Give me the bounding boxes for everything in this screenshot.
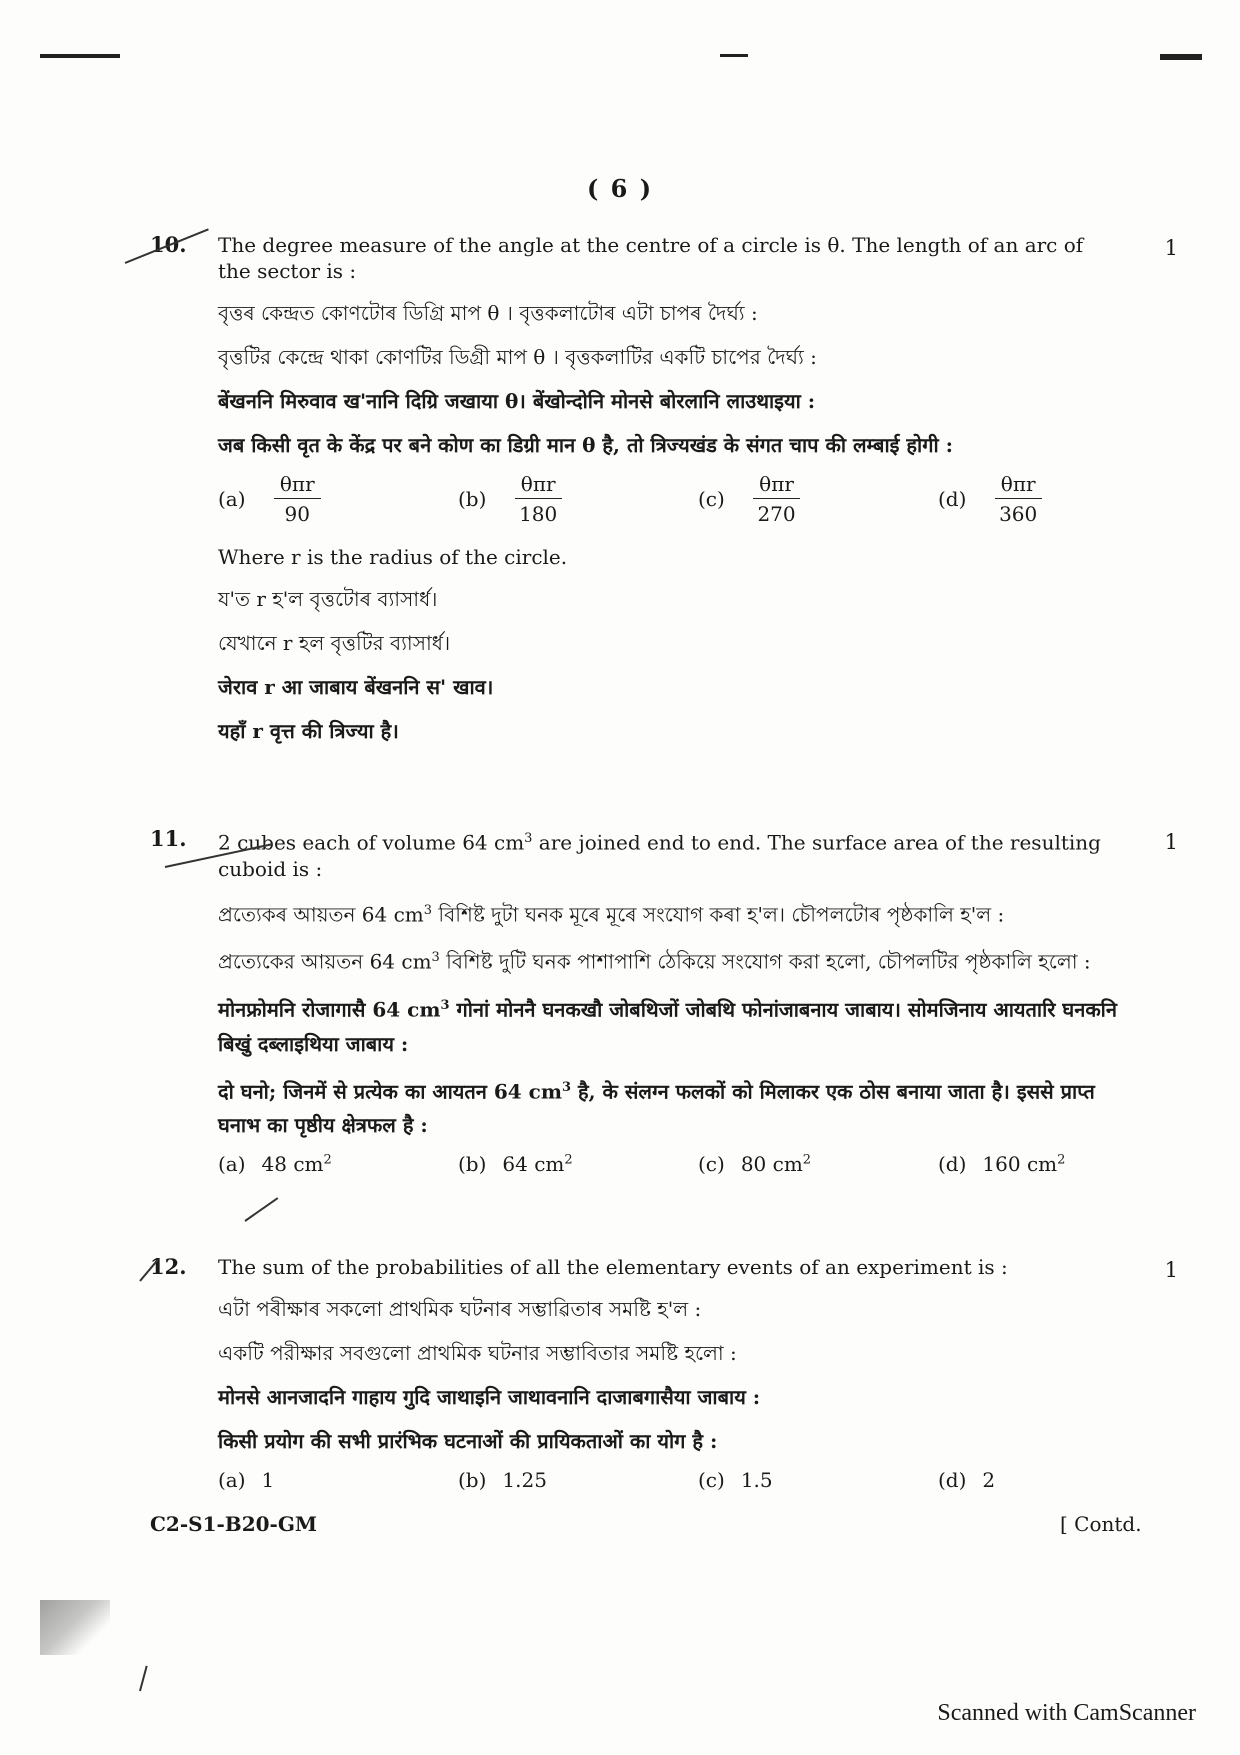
option-c: (c) 80 $cm^2$ — [698, 1152, 812, 1177]
option-a: (a) 48 $cm^2$ — [218, 1152, 332, 1177]
question-text-assamese: এটা পৰীক্ষাৰ সকলো প্ৰাথমিক ঘটনাৰ সম্ভাৱিতাৰ সমষ্টি হ'ল : — [218, 1297, 702, 1321]
question-text-bengali: প্রত্যেকের আয়তন 64 $cm^3$ বিশিষ্ট দুটি ঘনক পাশাপাশি ঠেকিয়ে সংযোগ করা হলো, চৌপলটির পৃষ্ঠকালি হলো : — [218, 949, 1091, 974]
options — [218, 1152, 1118, 1190]
question-11 — [150, 826, 1178, 1190]
question-10 — [150, 232, 1178, 758]
option-b: (b) 64 $cm^2$ — [458, 1152, 573, 1177]
question-number: 10. — [150, 232, 187, 257]
option-c: (c) $\frac{\text{θπr}}{270}$ — [698, 472, 800, 526]
question-text-hindi: दो घनो; जिनमें से प्रत्येक का आयतन 64 $cm^3$ है, के संलग्न फलकों को मिलाकर एक ठोस बनाया जाता है। इससे प्राप्त घनाभ का पृष्ठीय क्षेत्रफल है : — [218, 1079, 1095, 1138]
option-c: (c) 1.5 — [698, 1468, 773, 1492]
option-d: (d) 2 — [938, 1468, 996, 1492]
question-text-english: 2 cubes each of volume 64 $cm^3$ are joined end to end. The surface area of the resulting cuboid is : — [218, 830, 1101, 881]
scan-edge-line — [1160, 54, 1202, 60]
note-hindi: यहाँ r वृत्त की त्रिज्या है। — [218, 719, 399, 743]
question-text-hindi: जब किसी वृत के केंद्र पर बने कोण का डिग्री मान θ है, तो त्रिज्यखंड के संगत चाप की लम्बाई होगी : — [218, 433, 954, 457]
question-marks: 1 — [1164, 236, 1178, 260]
page-number: ( 6 ) — [586, 174, 654, 203]
question-marks: 1 — [1164, 1258, 1178, 1282]
pen-mark — [139, 1666, 148, 1692]
scan-corner-shadow — [40, 1600, 110, 1655]
question-number: 12. — [150, 1254, 187, 1279]
scan-edge-line — [720, 54, 748, 57]
note-bengali: যেখানে r হল বৃত্তটির ব্যাসার্ধ। — [218, 631, 451, 655]
paper-code: C2-S1-B20-GM — [150, 1512, 318, 1536]
scan-edge-line — [40, 54, 120, 58]
note-english: Where r is the radius of the circle. — [218, 545, 568, 569]
question-text-bodo: बेंखननि मिरुवाव ख'नानि दिग्रि जखाया θ। बेंखोन्दोनि मोनसे बोरलानि लाउथाइया : — [218, 389, 816, 413]
question-text-bodo: मोनसे आनजादनि गाहाय गुदि जाथाइनि जाथावनानि दाजाबगासैया जाबाय : — [218, 1385, 761, 1409]
option-b: (b) $\frac{\text{θπr}}{180}$ — [458, 472, 562, 526]
note-assamese: য'ত r হ'ল বৃত্তটোৰ ব্যাসাৰ্ধ। — [218, 587, 438, 611]
question-text-bodo: मोनफ्रोमनि रोजागासै 64 $cm^3$ गोनां मोननै घनकखौ जोबथिजों जोबथि फोनांजाबनाय जाबाय। सोमजिनाय आयतारि घनकनि बिखुं दब्लाइथिया जाबाय : — [218, 997, 1117, 1056]
question-12 — [150, 1254, 1178, 1506]
option-a: (a) $\frac{\text{θπr}}{90}$ — [218, 472, 321, 526]
question-text-bengali: বৃত্তটির কেন্দ্রে থাকা কোণটির ডিগ্রী মাপ θ । বৃত্তকলাটির একটি চাপের দৈর্ঘ্য : — [218, 345, 817, 369]
option-d: (d) 160 $cm^2$ — [938, 1152, 1066, 1177]
options — [218, 1468, 1118, 1506]
option-a: (a) 1 — [218, 1468, 275, 1492]
fraction: $\frac{\text{θπr}}{90}$ — [274, 472, 321, 526]
question-text-english: The degree measure of the angle at the centre of a circle is θ. The length of an arc of the sector is : — [218, 233, 1084, 283]
question-text-assamese: প্ৰত্যেকৰ আয়তন 64 $cm^3$ বিশিষ্ট দুটা ঘনক মূৰে মূৰে সংযোগ কৰা হ'ল। চৌপলটোৰ পৃষ্ঠকালি হ'ল : — [218, 902, 1005, 927]
fraction: $\frac{\text{θπr}}{360}$ — [995, 472, 1042, 526]
scanner-watermark: Scanned with CamScanner — [937, 1700, 1196, 1726]
question-text-english: The sum of the probabilities of all the elementary events of an experiment is : — [218, 1255, 1008, 1279]
question-text-assamese: বৃত্তৰ কেন্দ্ৰত কোণটোৰ ডিগ্ৰি মাপ θ । বৃত্তকলাটোৰ এটা চাপৰ দৈৰ্ঘ্য : — [218, 301, 758, 325]
option-d: (d) $\frac{\text{θπr}}{360}$ — [938, 472, 1042, 526]
pen-mark — [244, 1197, 278, 1222]
question-text-hindi: किसी प्रयोग की सभी प्रारंभिक घटनाओं की प्रायिकताओं का योग है : — [218, 1429, 718, 1453]
question-text-bengali: একটি পরীক্ষার সবগুলো প্রাথমিক ঘটনার সম্ভাবিতার সমষ্টি হলো : — [218, 1341, 737, 1365]
options — [218, 472, 1118, 534]
continued-label: [ Contd. — [1060, 1512, 1142, 1536]
note-bodo: जेराव r आ जाबाय बेंखननि स' खाव। — [218, 675, 494, 699]
question-marks: 1 — [1164, 830, 1178, 854]
option-b: (b) 1.25 — [458, 1468, 547, 1492]
question-number: 11. — [150, 826, 187, 851]
fraction: $\frac{\text{θπr}}{270}$ — [753, 472, 800, 526]
fraction: $\frac{\text{θπr}}{180}$ — [515, 472, 562, 526]
